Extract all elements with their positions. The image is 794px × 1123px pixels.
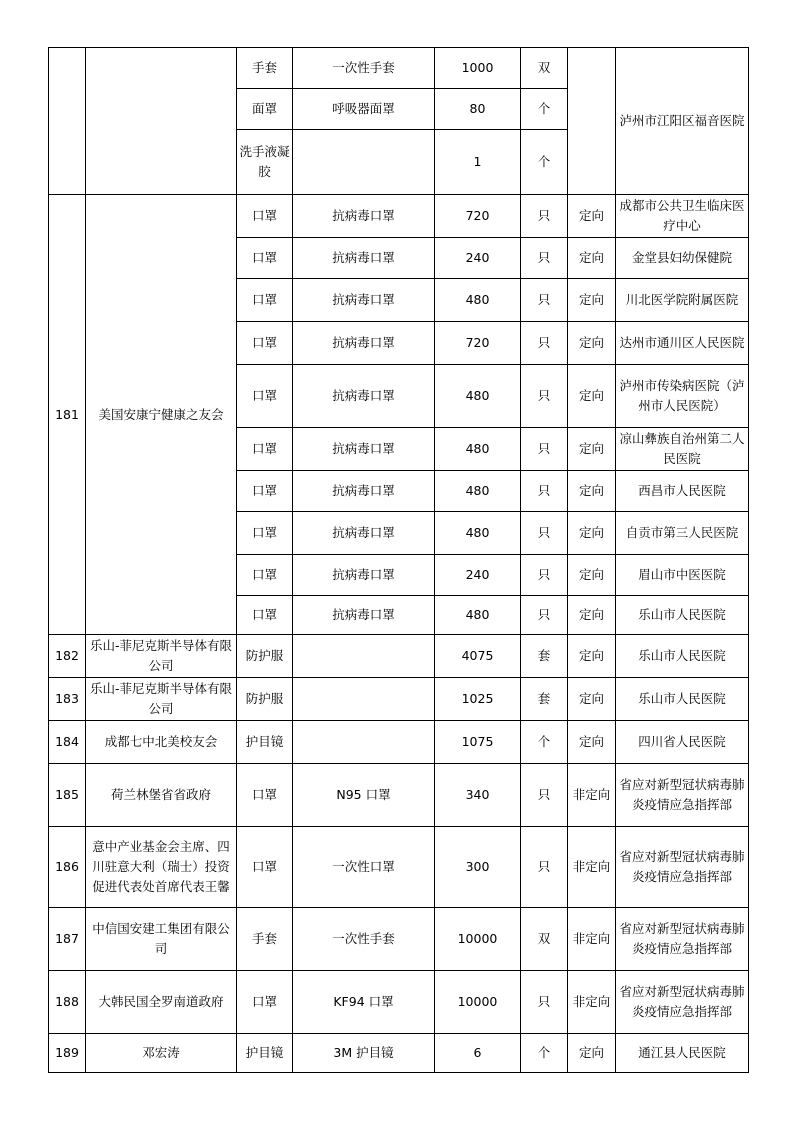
mode-cell: 定向 [568,1034,616,1073]
mode-cell: 定向 [568,279,616,322]
quantity-cell: 480 [435,596,521,635]
item-cell [293,721,435,764]
mode-cell [568,48,616,195]
row-number-cell: 188 [49,971,86,1034]
row-number-cell: 181 [49,195,86,635]
unit-cell: 双 [521,908,568,971]
row-number-cell: 184 [49,721,86,764]
category-cell: 手套 [237,48,293,89]
item-cell: 呼吸器面罩 [293,89,435,130]
quantity-cell: 340 [435,764,521,827]
recipient-cell: 西昌市人民医院 [616,471,749,512]
mode-cell: 定向 [568,238,616,279]
donor-cell: 乐山-菲尼克斯半导体有限公司 [86,678,237,721]
table-row [49,908,749,971]
recipient-cell: 川北医学院附属医院 [616,279,749,322]
item-cell: 抗病毒口罩 [293,365,435,428]
unit-cell: 只 [521,764,568,827]
unit-cell: 只 [521,827,568,908]
table-row [49,678,749,721]
row-number-cell: 182 [49,635,86,678]
row-number-cell: 187 [49,908,86,971]
recipient-cell: 金堂县妇幼保健院 [616,238,749,279]
quantity-cell: 720 [435,322,521,365]
quantity-cell: 10000 [435,971,521,1034]
item-cell: 一次性口罩 [293,827,435,908]
category-cell: 护目镜 [237,1034,293,1073]
category-cell: 防护服 [237,678,293,721]
mode-cell: 定向 [568,195,616,238]
recipient-cell: 自贡市第三人民医院 [616,512,749,555]
quantity-cell: 1075 [435,721,521,764]
donor-cell: 意中产业基金会主席、四川驻意大利（瑞士）投资促进代表处首席代表王馨 [86,827,237,908]
mode-cell: 定向 [568,365,616,428]
recipient-cell: 乐山市人民医院 [616,635,749,678]
row-number-cell [49,48,86,195]
item-cell [293,130,435,195]
unit-cell: 只 [521,322,568,365]
quantity-cell: 4075 [435,635,521,678]
mode-cell: 非定向 [568,827,616,908]
item-cell: 3M 护目镜 [293,1034,435,1073]
recipient-cell: 泸州市江阳区福音医院 [616,48,749,195]
mode-cell: 非定向 [568,764,616,827]
category-cell: 口罩 [237,764,293,827]
donor-cell: 大韩民国全罗南道政府 [86,971,237,1034]
category-cell: 防护服 [237,635,293,678]
donor-cell: 美国安康宁健康之友会 [86,195,237,635]
quantity-cell: 1000 [435,48,521,89]
table-row [49,635,749,678]
quantity-cell: 240 [435,238,521,279]
unit-cell: 个 [521,1034,568,1073]
unit-cell: 只 [521,195,568,238]
item-cell: 抗病毒口罩 [293,195,435,238]
table-row [49,764,749,827]
table-row [49,721,749,764]
item-cell: 一次性手套 [293,908,435,971]
unit-cell: 套 [521,635,568,678]
mode-cell: 定向 [568,512,616,555]
recipient-cell: 泸州市传染病医院（泸州市人民医院） [616,365,749,428]
category-cell: 口罩 [237,512,293,555]
category-cell: 口罩 [237,365,293,428]
row-number-cell: 185 [49,764,86,827]
category-cell: 口罩 [237,279,293,322]
item-cell: 抗病毒口罩 [293,238,435,279]
mode-cell: 定向 [568,555,616,596]
item-cell [293,635,435,678]
mode-cell: 非定向 [568,908,616,971]
recipient-cell: 成都市公共卫生临床医疗中心 [616,195,749,238]
unit-cell: 只 [521,596,568,635]
item-cell: 抗病毒口罩 [293,596,435,635]
row-number-cell: 183 [49,678,86,721]
mode-cell: 定向 [568,596,616,635]
table-row [49,827,749,908]
table-row [49,195,749,238]
recipient-cell: 凉山彝族自治州第二人民医院 [616,428,749,471]
unit-cell: 只 [521,238,568,279]
quantity-cell: 1025 [435,678,521,721]
unit-cell: 套 [521,678,568,721]
category-cell: 口罩 [237,596,293,635]
item-cell: KF94 口罩 [293,971,435,1034]
quantity-cell: 720 [435,195,521,238]
donor-cell: 成都七中北美校友会 [86,721,237,764]
item-cell: 抗病毒口罩 [293,471,435,512]
recipient-cell: 眉山市中医医院 [616,555,749,596]
item-cell: 一次性手套 [293,48,435,89]
category-cell: 口罩 [237,428,293,471]
table-row [49,48,749,89]
unit-cell: 个 [521,130,568,195]
recipient-cell: 达州市通川区人民医院 [616,322,749,365]
recipient-cell: 四川省人民医院 [616,721,749,764]
unit-cell: 个 [521,89,568,130]
table-row [49,971,749,1034]
mode-cell: 定向 [568,471,616,512]
mode-cell: 非定向 [568,971,616,1034]
item-cell: 抗病毒口罩 [293,279,435,322]
quantity-cell: 10000 [435,908,521,971]
category-cell: 口罩 [237,827,293,908]
unit-cell: 只 [521,512,568,555]
unit-cell: 只 [521,471,568,512]
recipient-cell: 省应对新型冠状病毒肺炎疫情应急指挥部 [616,971,749,1034]
quantity-cell: 6 [435,1034,521,1073]
donation-table [48,47,749,1073]
quantity-cell: 300 [435,827,521,908]
category-cell: 手套 [237,908,293,971]
category-cell: 口罩 [237,238,293,279]
row-number-cell: 186 [49,827,86,908]
unit-cell: 只 [521,428,568,471]
category-cell: 护目镜 [237,721,293,764]
category-cell: 口罩 [237,322,293,365]
quantity-cell: 1 [435,130,521,195]
mode-cell: 定向 [568,635,616,678]
recipient-cell: 乐山市人民医院 [616,678,749,721]
mode-cell: 定向 [568,721,616,764]
donor-cell: 荷兰林堡省省政府 [86,764,237,827]
donor-cell [86,48,237,195]
unit-cell: 只 [521,279,568,322]
mode-cell: 定向 [568,678,616,721]
recipient-cell: 省应对新型冠状病毒肺炎疫情应急指挥部 [616,908,749,971]
mode-cell: 定向 [568,322,616,365]
donor-cell: 中信国安建工集团有限公司 [86,908,237,971]
item-cell: 抗病毒口罩 [293,428,435,471]
unit-cell: 双 [521,48,568,89]
quantity-cell: 480 [435,279,521,322]
category-cell: 口罩 [237,471,293,512]
item-cell: 抗病毒口罩 [293,322,435,365]
row-number-cell: 189 [49,1034,86,1073]
recipient-cell: 省应对新型冠状病毒肺炎疫情应急指挥部 [616,764,749,827]
mode-cell: 定向 [568,428,616,471]
unit-cell: 个 [521,721,568,764]
quantity-cell: 480 [435,365,521,428]
recipient-cell: 省应对新型冠状病毒肺炎疫情应急指挥部 [616,827,749,908]
table-row [49,1034,749,1073]
item-cell [293,678,435,721]
item-cell: 抗病毒口罩 [293,555,435,596]
unit-cell: 只 [521,971,568,1034]
category-cell: 口罩 [237,195,293,238]
quantity-cell: 480 [435,428,521,471]
donor-cell: 乐山-菲尼克斯半导体有限公司 [86,635,237,678]
quantity-cell: 480 [435,471,521,512]
unit-cell: 只 [521,365,568,428]
donor-cell: 邓宏涛 [86,1034,237,1073]
category-cell: 口罩 [237,555,293,596]
category-cell: 面罩 [237,89,293,130]
quantity-cell: 80 [435,89,521,130]
category-cell: 口罩 [237,971,293,1034]
item-cell: N95 口罩 [293,764,435,827]
recipient-cell: 乐山市人民医院 [616,596,749,635]
quantity-cell: 240 [435,555,521,596]
recipient-cell: 通江县人民医院 [616,1034,749,1073]
unit-cell: 只 [521,555,568,596]
item-cell: 抗病毒口罩 [293,512,435,555]
category-cell: 洗手液凝胶 [237,130,293,195]
quantity-cell: 480 [435,512,521,555]
